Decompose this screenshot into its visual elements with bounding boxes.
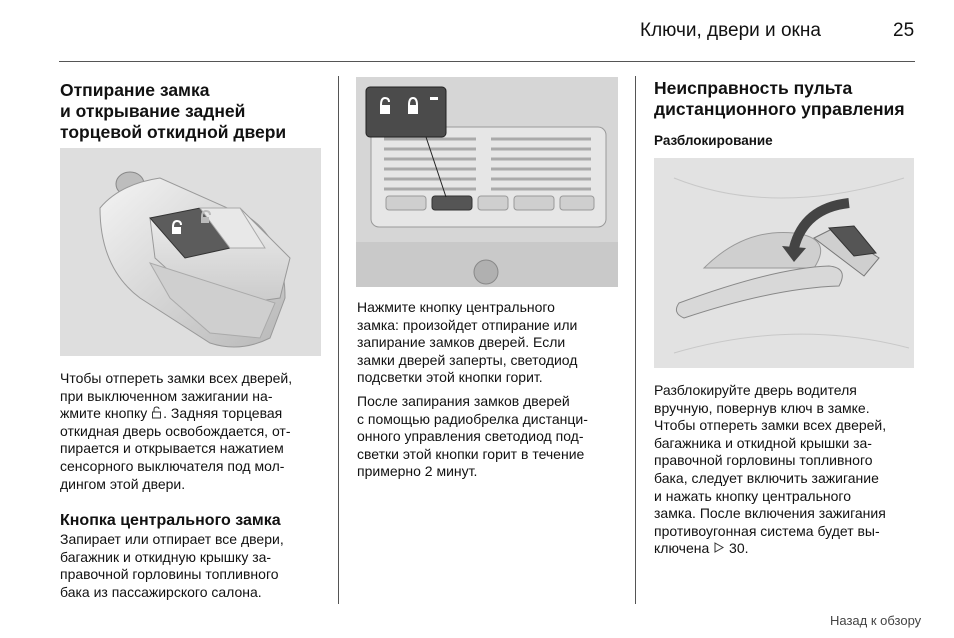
header-title: Ключи, двери и окна [640, 20, 821, 41]
text-line: светки этой кнопки горит в течение [357, 445, 585, 462]
text-line: при выключенном зажигании на- [60, 387, 273, 404]
page-ref-arrow-icon[interactable] [713, 541, 725, 554]
col1-heading [60, 80, 325, 143]
door-handle-illustration [654, 158, 914, 368]
back-to-overview-link[interactable]: Назад к обзору [830, 613, 922, 628]
text-line: правочной горловины топливного [654, 452, 873, 469]
text-line [60, 405, 325, 423]
text-line: Запирает или отпирает все двери, [60, 531, 284, 547]
text-fragment: . Задняя торцевая [163, 405, 283, 422]
heading-line: Отпирание замка [60, 80, 210, 100]
key-fob-figure [60, 148, 321, 356]
text-line: бака, следует включить зажигание [654, 469, 879, 486]
text-line: бака из пассажирского салона. [60, 583, 262, 600]
col3-para1 [654, 382, 916, 558]
dashboard-illustration [356, 77, 618, 287]
col1-para2 [60, 531, 325, 601]
text-line: замки дверей заперты, светодиод [357, 351, 578, 368]
heading-line: и открывание задней [60, 101, 246, 121]
text-line: откидная дверь освобождается, от- [60, 422, 291, 439]
text-line: онного управления светодиод под- [357, 428, 584, 445]
text-line: сенсорного выключателя под мол- [60, 457, 285, 474]
door-handle-figure [654, 158, 914, 368]
text-line: багажника и откидной крышки за- [654, 434, 872, 451]
text-line: Нажмите кнопку центрального [357, 299, 555, 315]
col3-subheading-wrap [654, 132, 916, 150]
heading-line: дистанционного управления [654, 99, 905, 119]
header-rule [59, 61, 915, 62]
col1-subheading-wrap [60, 511, 325, 531]
text-line: и нажать кнопку центрального [654, 487, 851, 504]
col2-para2 [357, 393, 619, 481]
text-fragment: жмите кнопку [60, 405, 148, 422]
central-lock-heading: Кнопка центрального замка [60, 512, 281, 529]
text-line: пирается и открывается нажатием [60, 440, 284, 457]
text-line: примерно 2 минут. [357, 463, 478, 480]
text-line: Чтобы отпереть замки всех дверей, [654, 417, 887, 434]
text-line: противоугонная система будет вы- [654, 522, 880, 539]
text-line: Чтобы отпереть замки всех дверей, [60, 370, 293, 386]
unlock-icon [151, 406, 163, 419]
unlocking-subheading: Разблокирование [654, 133, 773, 148]
text-line: вручную, повернув ключ в замке. [654, 399, 870, 416]
text-line: с помощью радиобрелка дистанци- [357, 410, 588, 427]
text-line: замка: произойдет отпирание или [357, 316, 578, 333]
column-divider-1 [338, 76, 339, 604]
text-line: После запирания замков дверей [357, 393, 570, 409]
col3-heading [654, 78, 916, 120]
page-number: 25 [893, 20, 915, 41]
heading-line: торцевой откидной двери [60, 122, 287, 142]
heading-line: Неисправность пульта [654, 78, 853, 98]
dashboard-figure [356, 77, 618, 287]
text-line: правочной горловины топливного [60, 566, 279, 583]
page-ref-number[interactable]: 30. [725, 540, 749, 557]
text-fragment: ключена [654, 540, 710, 557]
text-line: багажник и откидную крышку за- [60, 548, 272, 565]
col2-para1 [357, 299, 619, 387]
col1-para1 [60, 370, 325, 493]
text-line: замка. После включения зажигания [654, 505, 886, 522]
text-line: запирание замков дверей. Если [357, 334, 566, 351]
key-fob-illustration [60, 148, 321, 356]
text-line [654, 540, 916, 558]
text-line: дингом этой двери. [60, 475, 186, 492]
text-line: Разблокируйте дверь водителя [654, 382, 857, 398]
text-line: подсветки этой кнопки горит. [357, 369, 543, 386]
column-divider-2 [635, 76, 636, 604]
